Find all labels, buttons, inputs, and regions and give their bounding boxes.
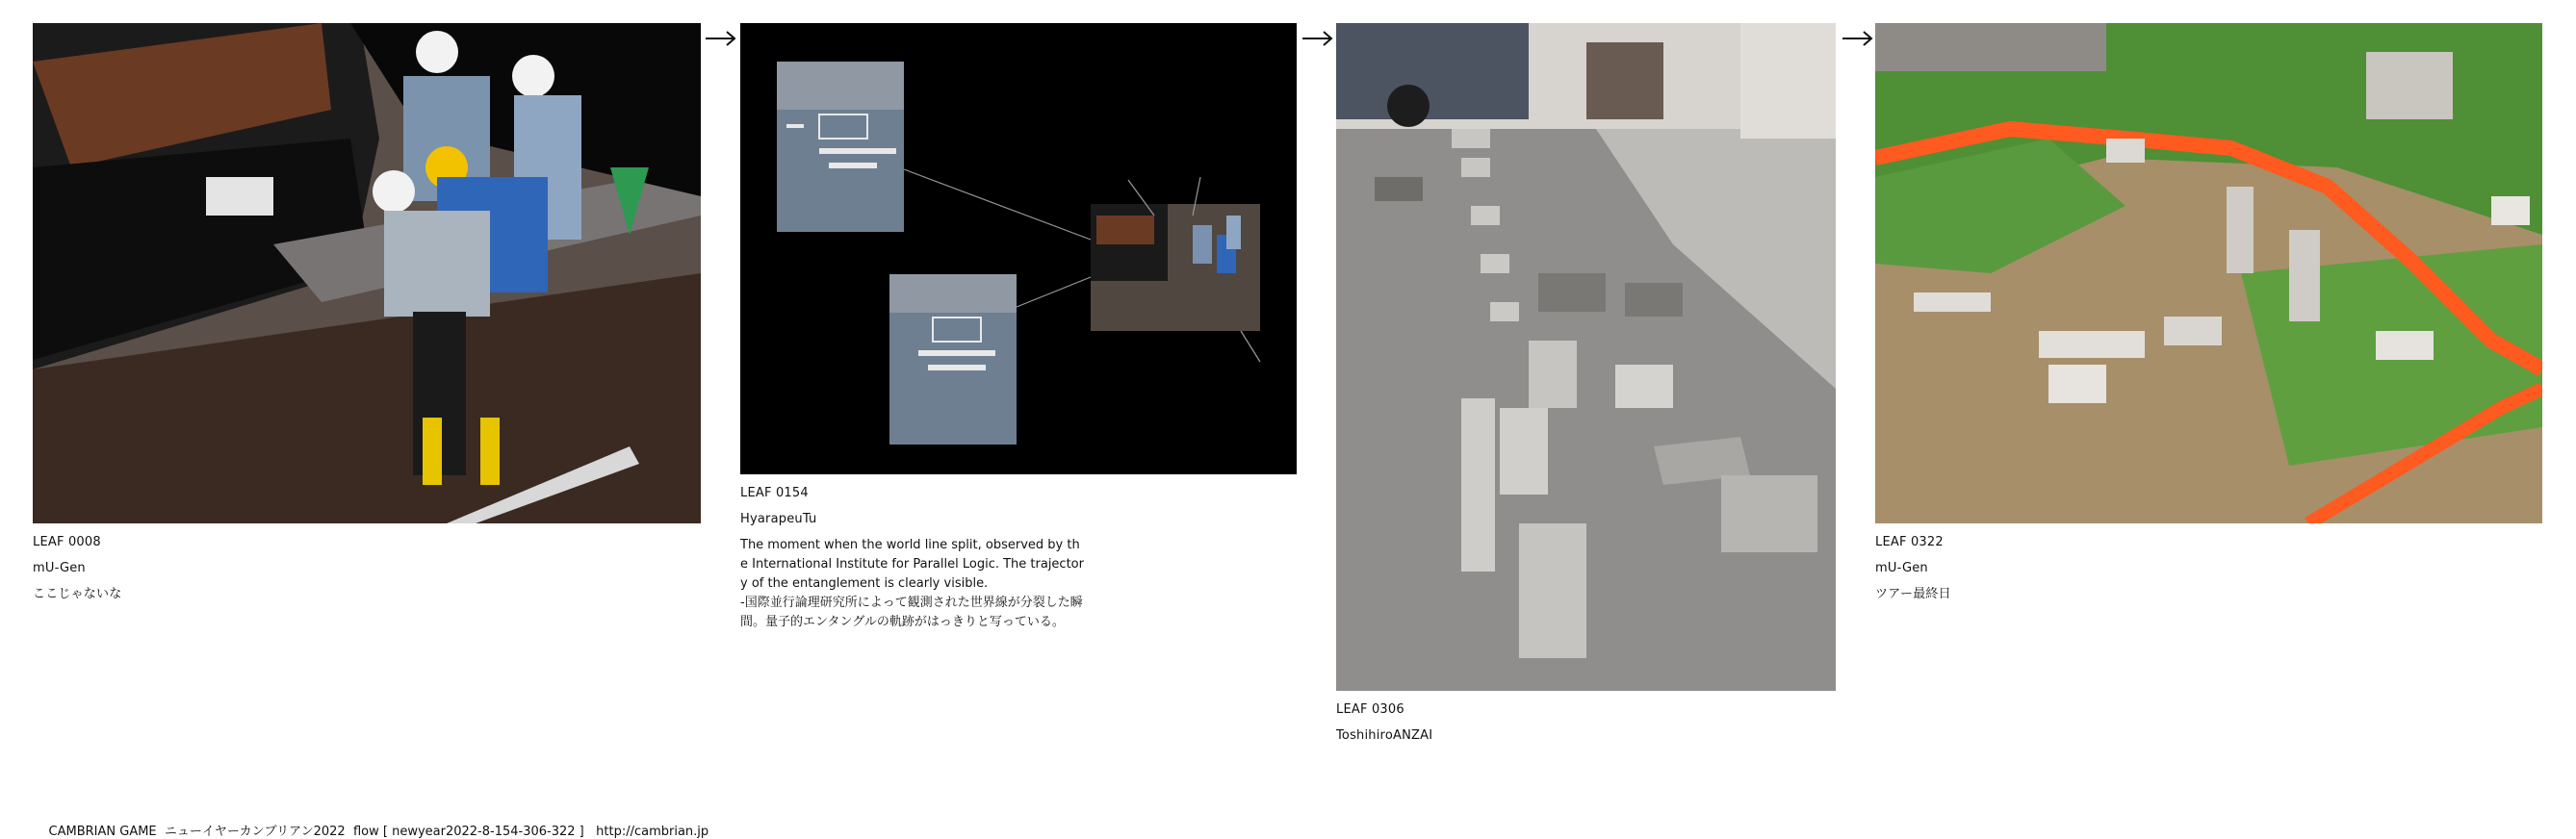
leaf-author[interactable]: mU-Gen bbox=[1875, 561, 1928, 575]
leaf-id[interactable]: LEAF 0008 bbox=[33, 535, 101, 549]
footer-subtitle: ニューイヤーカンブリアン2022 bbox=[164, 825, 346, 839]
leaf-author[interactable]: mU-Gen bbox=[33, 561, 86, 575]
leaf-0322-caption bbox=[1875, 536, 1951, 614]
leaf-id[interactable]: LEAF 0154 bbox=[740, 486, 809, 500]
leaf-0008-caption bbox=[33, 536, 121, 614]
footer-flow: flow [ newyear2022-8-154-306-322 ] bbox=[352, 825, 584, 839]
leaf-0154-photo[interactable] bbox=[740, 23, 1297, 474]
leaf-0154-caption bbox=[740, 487, 816, 539]
parallel-world-collage-image bbox=[740, 23, 1297, 474]
leaf-0306-caption bbox=[1336, 703, 1432, 755]
leaf-description-en: The moment when the world line split, observed by the International Institute for Parallel Logic. The trajectory of the entanglement is clearly visible. bbox=[740, 538, 1084, 591]
leaf-0306-photo[interactable] bbox=[1336, 23, 1836, 691]
leaf-0154-description bbox=[740, 536, 1087, 632]
footer-url-link[interactable]: http://cambrian.jp bbox=[596, 825, 709, 839]
leaf-note: ここじゃないな bbox=[33, 587, 122, 601]
leaf-author[interactable]: HyarapeuTu bbox=[740, 512, 817, 526]
leaf-id[interactable]: LEAF 0306 bbox=[1336, 702, 1404, 717]
right-arrow-icon bbox=[704, 29, 738, 48]
concrete-blocks-road-image bbox=[1336, 23, 1836, 691]
leaf-author[interactable]: ToshihiroANZAI bbox=[1336, 728, 1433, 743]
ruins-field-image bbox=[1875, 23, 2542, 523]
footer bbox=[33, 806, 708, 839]
leaf-0008-photo[interactable] bbox=[33, 23, 701, 523]
leaf-0322-photo[interactable] bbox=[1875, 23, 2542, 523]
leaf-description-ja: -国際並行論理研究所によって観測された世界線が分裂した瞬間。量子的エンタングルの軌跡がはっきりと写っている。 bbox=[740, 596, 1083, 629]
construction-workers-image bbox=[33, 23, 701, 523]
leaf-id[interactable]: LEAF 0322 bbox=[1875, 535, 1944, 549]
footer-title[interactable]: CAMBRIAN GAME bbox=[48, 825, 157, 839]
leaf-note: ツアー最終日 bbox=[1875, 587, 1951, 601]
right-arrow-icon bbox=[1301, 29, 1335, 48]
right-arrow-icon bbox=[1841, 29, 1875, 48]
